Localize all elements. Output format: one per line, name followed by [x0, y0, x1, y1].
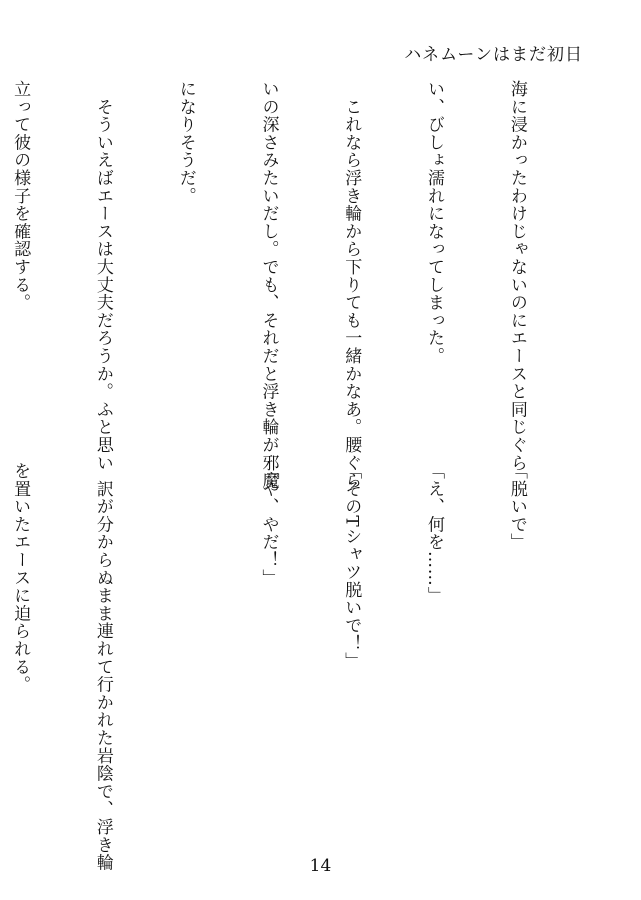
- text-line: い、びしょ濡れになってしまった。: [424, 80, 445, 365]
- dialogue-line: 「そのTシャツ脱いで！」: [341, 462, 362, 670]
- text-line: いの深さみたいだし。でも、それだと浮き輪が邪魔: [258, 80, 279, 490]
- text-line: 立って彼の様子を確認する。: [10, 80, 31, 312]
- dialogue-line: 「え、何を……」: [424, 462, 445, 605]
- text-line: になりそうだ。: [175, 80, 196, 205]
- upper-text-block: [10, 80, 585, 490]
- text-line: 訳が分からぬまま連れて行かれた岩陰で、浮き輪: [92, 462, 113, 872]
- dialogue-line: 「脱いで」: [506, 462, 527, 551]
- dialogue-line: 「や、やだ！」: [258, 462, 279, 587]
- page-number: 14: [309, 856, 332, 876]
- text-line: 海に浸かったわけじゃないのにエースと同じぐら: [506, 80, 527, 472]
- text-line: を置いたエースに迫られる。: [10, 462, 31, 694]
- text-line: そういえばエースは大丈夫だろうか。ふと思い: [92, 80, 113, 472]
- running-title: ハネムーンはまだ初日: [404, 45, 583, 65]
- blank-line: [171, 462, 199, 834]
- text-line: これなら浮き輪から下りても一緒かなあ。腰ぐら: [341, 80, 362, 490]
